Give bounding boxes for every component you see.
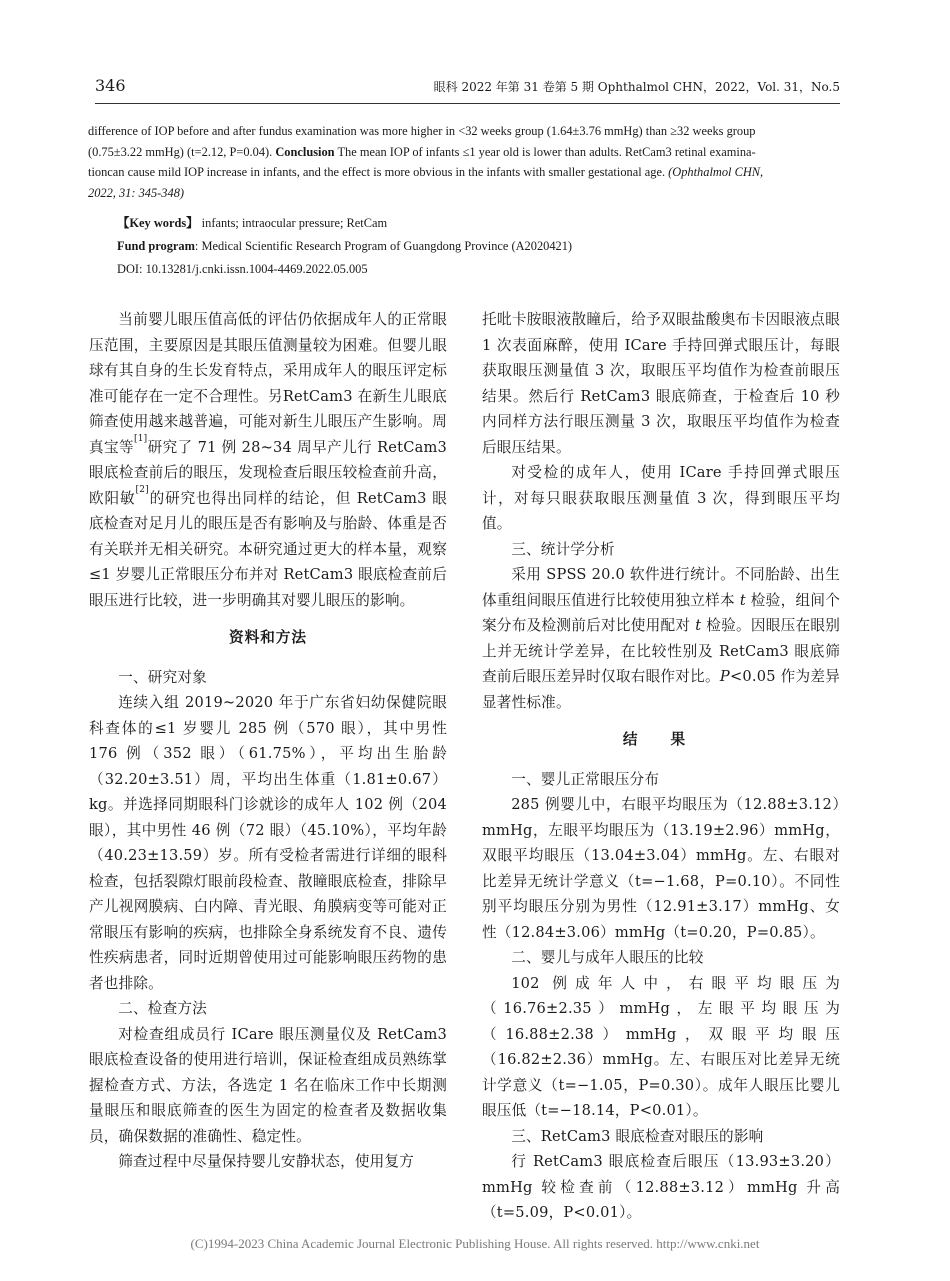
results-paragraph-1: 285 例婴儿中，右眼平均眼压为（12.88±3.12）mmHg，左眼平均眼压为（13.19±2.96）mmHg，双眼平均眼压（13.04±3.04）mmHg。左、右眼对比差异无统计学意义（t=−1.68，P=0.10）。不同性别平均眼压分别为男性（12.91±3.17）mmHg、女性（12.84±3.06）mmHg（t=0.20，P=0.85）。 [482, 796, 840, 941]
abstract-line-3: tioncan cause mild IOP increase in infants, and the effect is more obvious in the infants with smaller gestational age. (Ophthalmol CHN, [88, 165, 764, 179]
subheading-methods: 二、检查方法 [118, 1000, 207, 1017]
citation: (Ophthalmol CHN, [668, 165, 764, 179]
methods-heading: 资料和方法 [229, 629, 307, 646]
results-paragraph-2: 102 例成年人中，右眼平均眼压为（16.76±2.35）mmHg，左眼平均眼压为（16.88±2.38）mmHg，双眼平均眼压（16.82±2.36）mmHg。左、右眼压对比差异无统计学意义（t=−1.05，P=0.30）。成年人眼压比婴儿眼压低（t=−18.14，P<0.01）。 [482, 974, 840, 1119]
copyright-footer: (C)1994-2023 China Academic Journal Electronic Publishing House. All rights reserved. http://www.cnki.net [190, 1236, 760, 1251]
citation-ref-1: [1] [134, 433, 148, 444]
doi: DOI: 10.13281/j.cnki.issn.1004-4469.2022.05.005 [117, 262, 368, 276]
subheading-comparison: 二、婴儿与成年人眼压的比较 [511, 949, 704, 966]
adults-paragraph: 对受检的成年人，使用 ICare 手持回弹式眼压计，对每只眼获取眼压测量值 3 次，得到眼压平均值。 [482, 464, 840, 532]
header-rule [95, 103, 840, 104]
running-header [95, 76, 840, 98]
subheading-subjects: 一、研究对象 [118, 668, 207, 686]
results-heading: 结 果 [622, 731, 700, 748]
abstract-line-2: (0.75±3.22 mmHg) (t=2.12, P=0.04). Conclusion The mean IOP of infants ≤1 year old is lower than adults. RetCam3 retinal examina- [88, 144, 756, 159]
article-meta [117, 212, 572, 281]
subheading-infant-iop: 一、婴儿正常眼压分布 [511, 770, 660, 788]
training-paragraph: 对检查组成员行 ICare 眼压测量仪及 RetCam3 眼底检查设备的使用进行培训，保证检查组成员熟练掌握检查方式、方法，各选定 1 名在临床工作中长期测量眼压和眼底筛查的医生为固定的检查者及数据收集员，确保数据的准确性、稳定性。 [89, 1025, 447, 1145]
screening-paragraph-cont: 托吡卡胺眼液散瞳后，给予双眼盐酸奥布卡因眼液点眼 1 次表面麻醉，使用 ICare 手持回弹式眼压计，每眼获取眼压测量值 3 次，取眼压平均值作为检查前眼压结果。然后行 RetCam3 眼底筛查，于检查后 10 秒内同样方法行眼压测量 3 次，取眼压平均值作为检查后眼压结果。 [482, 311, 840, 456]
statistics-paragraph: 采用 SPSS 20.0 软件进行统计。不同胎龄、出生体重组间眼压值进行比较使用独立样本 t 检验，组间个案分布及检测前后对比使用配对 t 检验。因眼压在眼别上并无统计学差异，在比较性别及 RetCam3 眼底筛查前后眼压差异时仅取右眼作对比。P<0.05 作为差异显著性标准。 [482, 566, 841, 711]
intro-paragraph: 当前婴儿眼压值高低的评估仍依据成年人的正常眼压范围，主要原因是其眼压值测量较为困难。但婴儿眼球有其自身的生长发育特点，采用成年人的眼压评定标准可能存在一定不合理性。另RetCam3 在新生儿眼底筛查使用越来越普遍，可能对新生儿眼压产生影响。周真宝等[1]研究了 71 例 28~34 周早产儿行 RetCam3 眼底检查前后的眼压，发现检查后眼压较检查前升高，欧阳敏[2]的研究也得出同样的结论，但 RetCam3 眼底检查对足月儿的眼压是否有影响及与胎龄、体重是否有关联并无相关研究。本研究通过更大的样本量，观察≤1 岁婴儿正常眼压分布并对 RetCam3 眼底检查前后眼压进行比较，进一步明确其对婴儿眼压的影响。 [89, 311, 447, 609]
page-number: 346 [95, 76, 126, 95]
fund-program: Fund program: Medical Scientific Research Program of Guangdong Province (A2020421) [117, 239, 573, 253]
abstract-line-4: 2022, 31: 345-348) [88, 185, 185, 200]
citation-ref-2: [2] [135, 484, 149, 495]
conclusion-label: Conclusion [275, 144, 335, 159]
subjects-paragraph: 连续入组 2019~2020 年于广东省妇幼保健院眼科查体的≤1 岁婴儿 285 例（570 眼），其中男性 176 例（352 眼）（61.75%），平均出生胎龄（32.20±3.51）周，平均出生体重（1.81±0.67）kg。并选择同期眼科门诊就诊的成年人 102 例（204 眼），其中男性 46 例（72 眼）（45.10%），平均年龄（40.23±13.59）岁。所有受检者需进行详细的眼科检查，包括裂隙灯眼前段检查、散瞳眼底检查，排除早产儿视网膜病、白内障、青光眼、角膜病变等可能对正常眼压有影响的疾病，也排除全身系统发育不良、遗传性疾病患者，同时近期曾使用过可能影响眼压药物的患者也排除。 [89, 694, 447, 992]
results-paragraph-3: 行 RetCam3 眼底检查后眼压（13.93±3.20）mmHg 较检查前（12.88±3.12）mmHg 升高（t=5.09，P<0.01）。 [482, 1153, 840, 1221]
left-column [89, 307, 447, 1175]
abstract-line-1: difference of IOP before and after fundus examination was more higher in <32 weeks group (1.64±3.76 mmHg) than ≥32 weeks group [88, 124, 756, 138]
english-abstract [88, 121, 840, 203]
subheading-retcam-effect: 三、RetCam3 眼底检查对眼压的影响 [511, 1127, 764, 1145]
keywords: 【Key words】 infants; intraocular pressure; RetCam [117, 216, 388, 230]
running-title: 眼科 2022 年第 31 卷第 5 期 Ophthalmol CHN，2022，Vol. 31，No.5 [433, 80, 840, 94]
subheading-statistics: 三、统计学分析 [511, 540, 615, 558]
screening-paragraph-start: 筛查过程中尽量保持婴儿安静状态，使用复方 [118, 1153, 415, 1170]
right-column [482, 307, 840, 1226]
